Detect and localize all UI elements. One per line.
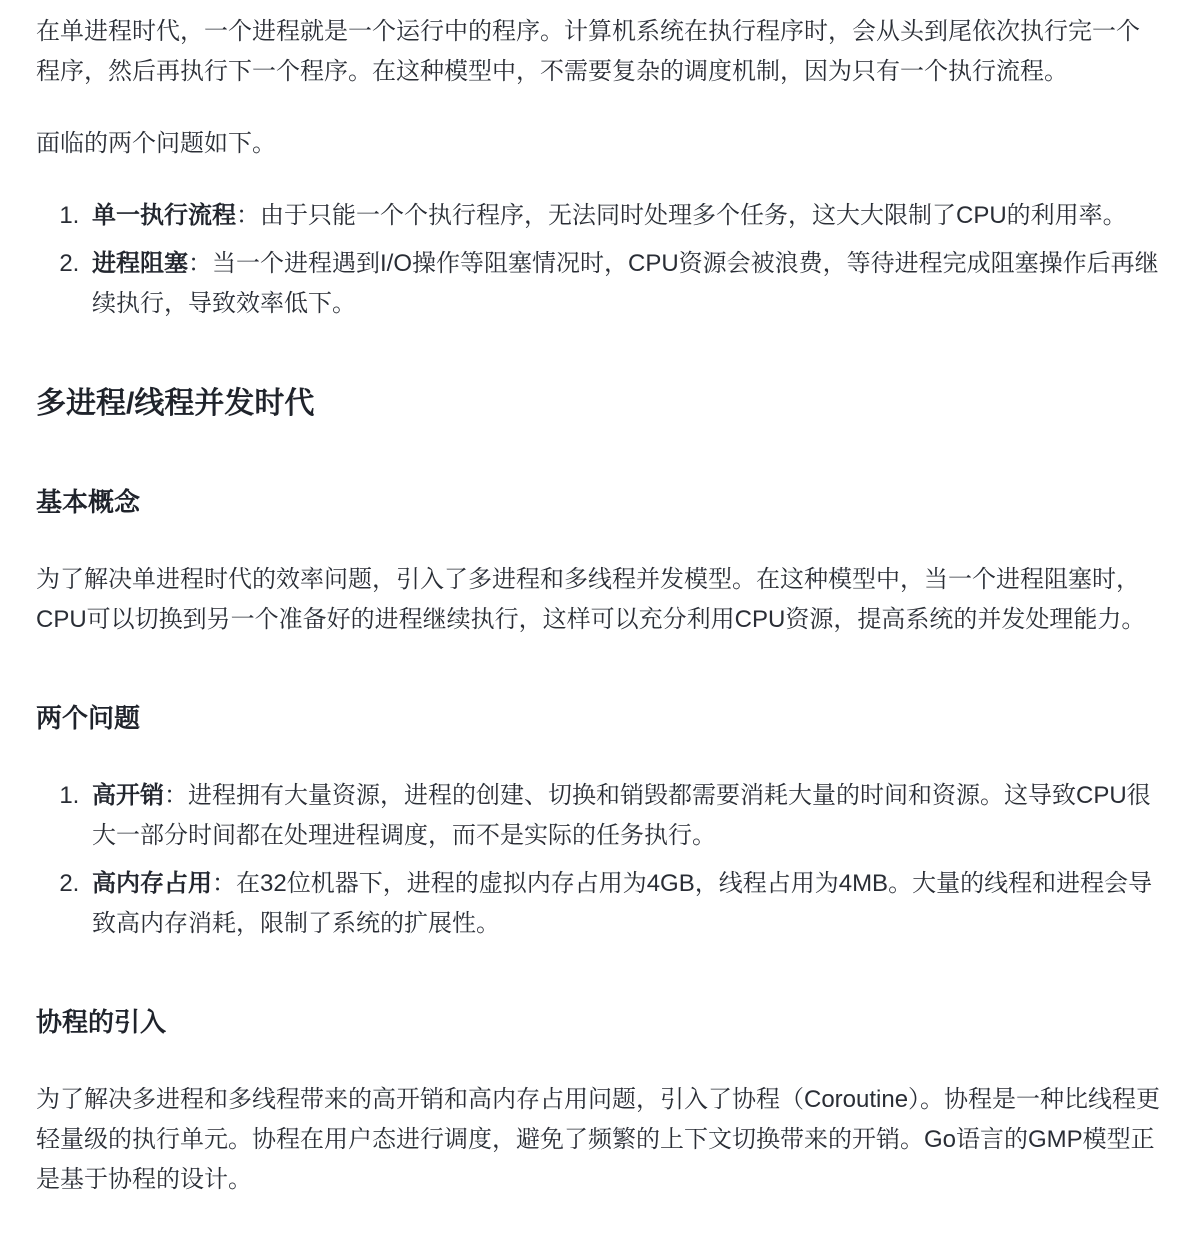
list-item-term: 单一执行流程 bbox=[92, 202, 236, 229]
list-item-term: 进程阻塞 bbox=[92, 250, 188, 277]
list-item bbox=[86, 776, 1163, 856]
heading-multiprocess-era: 多进程/线程并发时代 bbox=[36, 387, 315, 420]
list-item bbox=[86, 196, 1163, 236]
paragraph-multiprocess-concept: 为了解决单进程时代的效率问题，引入了多进程和多线程并发模型。在这种模型中，当一个进程阻塞时，CPU可以切换到另一个准备好的进程继续执行，这样可以充分利用CPU资源，提高系统的并发处理能力。 bbox=[36, 566, 1146, 633]
ordered-list-multiprocess-problems bbox=[36, 776, 1163, 944]
list-item bbox=[86, 244, 1163, 324]
list-item-term: 高开销 bbox=[92, 782, 164, 809]
list-item-separator: ： bbox=[236, 202, 260, 229]
heading-coroutine-introduction: 协程的引入 bbox=[36, 1007, 167, 1037]
list-item-desc: 当一个进程遇到I/O操作等阻塞情况时，CPU资源会被浪费，等待进程完成阻塞操作后再继续执行，导致效率低下。 bbox=[92, 250, 1159, 317]
list-item-desc: 进程拥有大量资源，进程的创建、切换和销毁都需要消耗大量的时间和资源。这导致CPU很大一部分时间都在处理进程调度，而不是实际的任务执行。 bbox=[92, 782, 1151, 849]
paragraph-single-process-intro: 在单进程时代，一个进程就是一个运行中的程序。计算机系统在执行程序时，会从头到尾依次执行完一个程序，然后再执行下一个程序。在这种模型中，不需要复杂的调度机制，因为只有一个执行流程。 bbox=[36, 18, 1140, 85]
list-item-term: 高内存占用 bbox=[92, 870, 212, 897]
list-item-separator: ： bbox=[164, 782, 188, 809]
heading-two-problems: 两个问题 bbox=[36, 703, 141, 733]
heading-basic-concept: 基本概念 bbox=[36, 487, 141, 517]
list-item-desc: 在32位机器下，进程的虚拟内存占用为4GB，线程占用为4MB。大量的线程和进程会导致高内存消耗，限制了系统的扩展性。 bbox=[92, 870, 1153, 937]
list-item-desc: 由于只能一个个执行程序，无法同时处理多个任务，这大大限制了CPU的利用率。 bbox=[260, 202, 1127, 229]
paragraph-two-problems-intro: 面临的两个问题如下。 bbox=[36, 130, 276, 157]
list-item-separator: ： bbox=[188, 250, 212, 277]
ordered-list-single-process-problems bbox=[36, 196, 1163, 324]
list-item-separator: ： bbox=[212, 870, 236, 897]
paragraph-coroutine: 为了解决多进程和多线程带来的高开销和高内存占用问题，引入了协程（Coroutine）。协程是一种比线程更轻量级的执行单元。协程在用户态进行调度，避免了频繁的上下文切换带来的开销。Go语言的GMP模型正是基于协程的设计。 bbox=[36, 1086, 1161, 1193]
list-item bbox=[86, 864, 1163, 944]
